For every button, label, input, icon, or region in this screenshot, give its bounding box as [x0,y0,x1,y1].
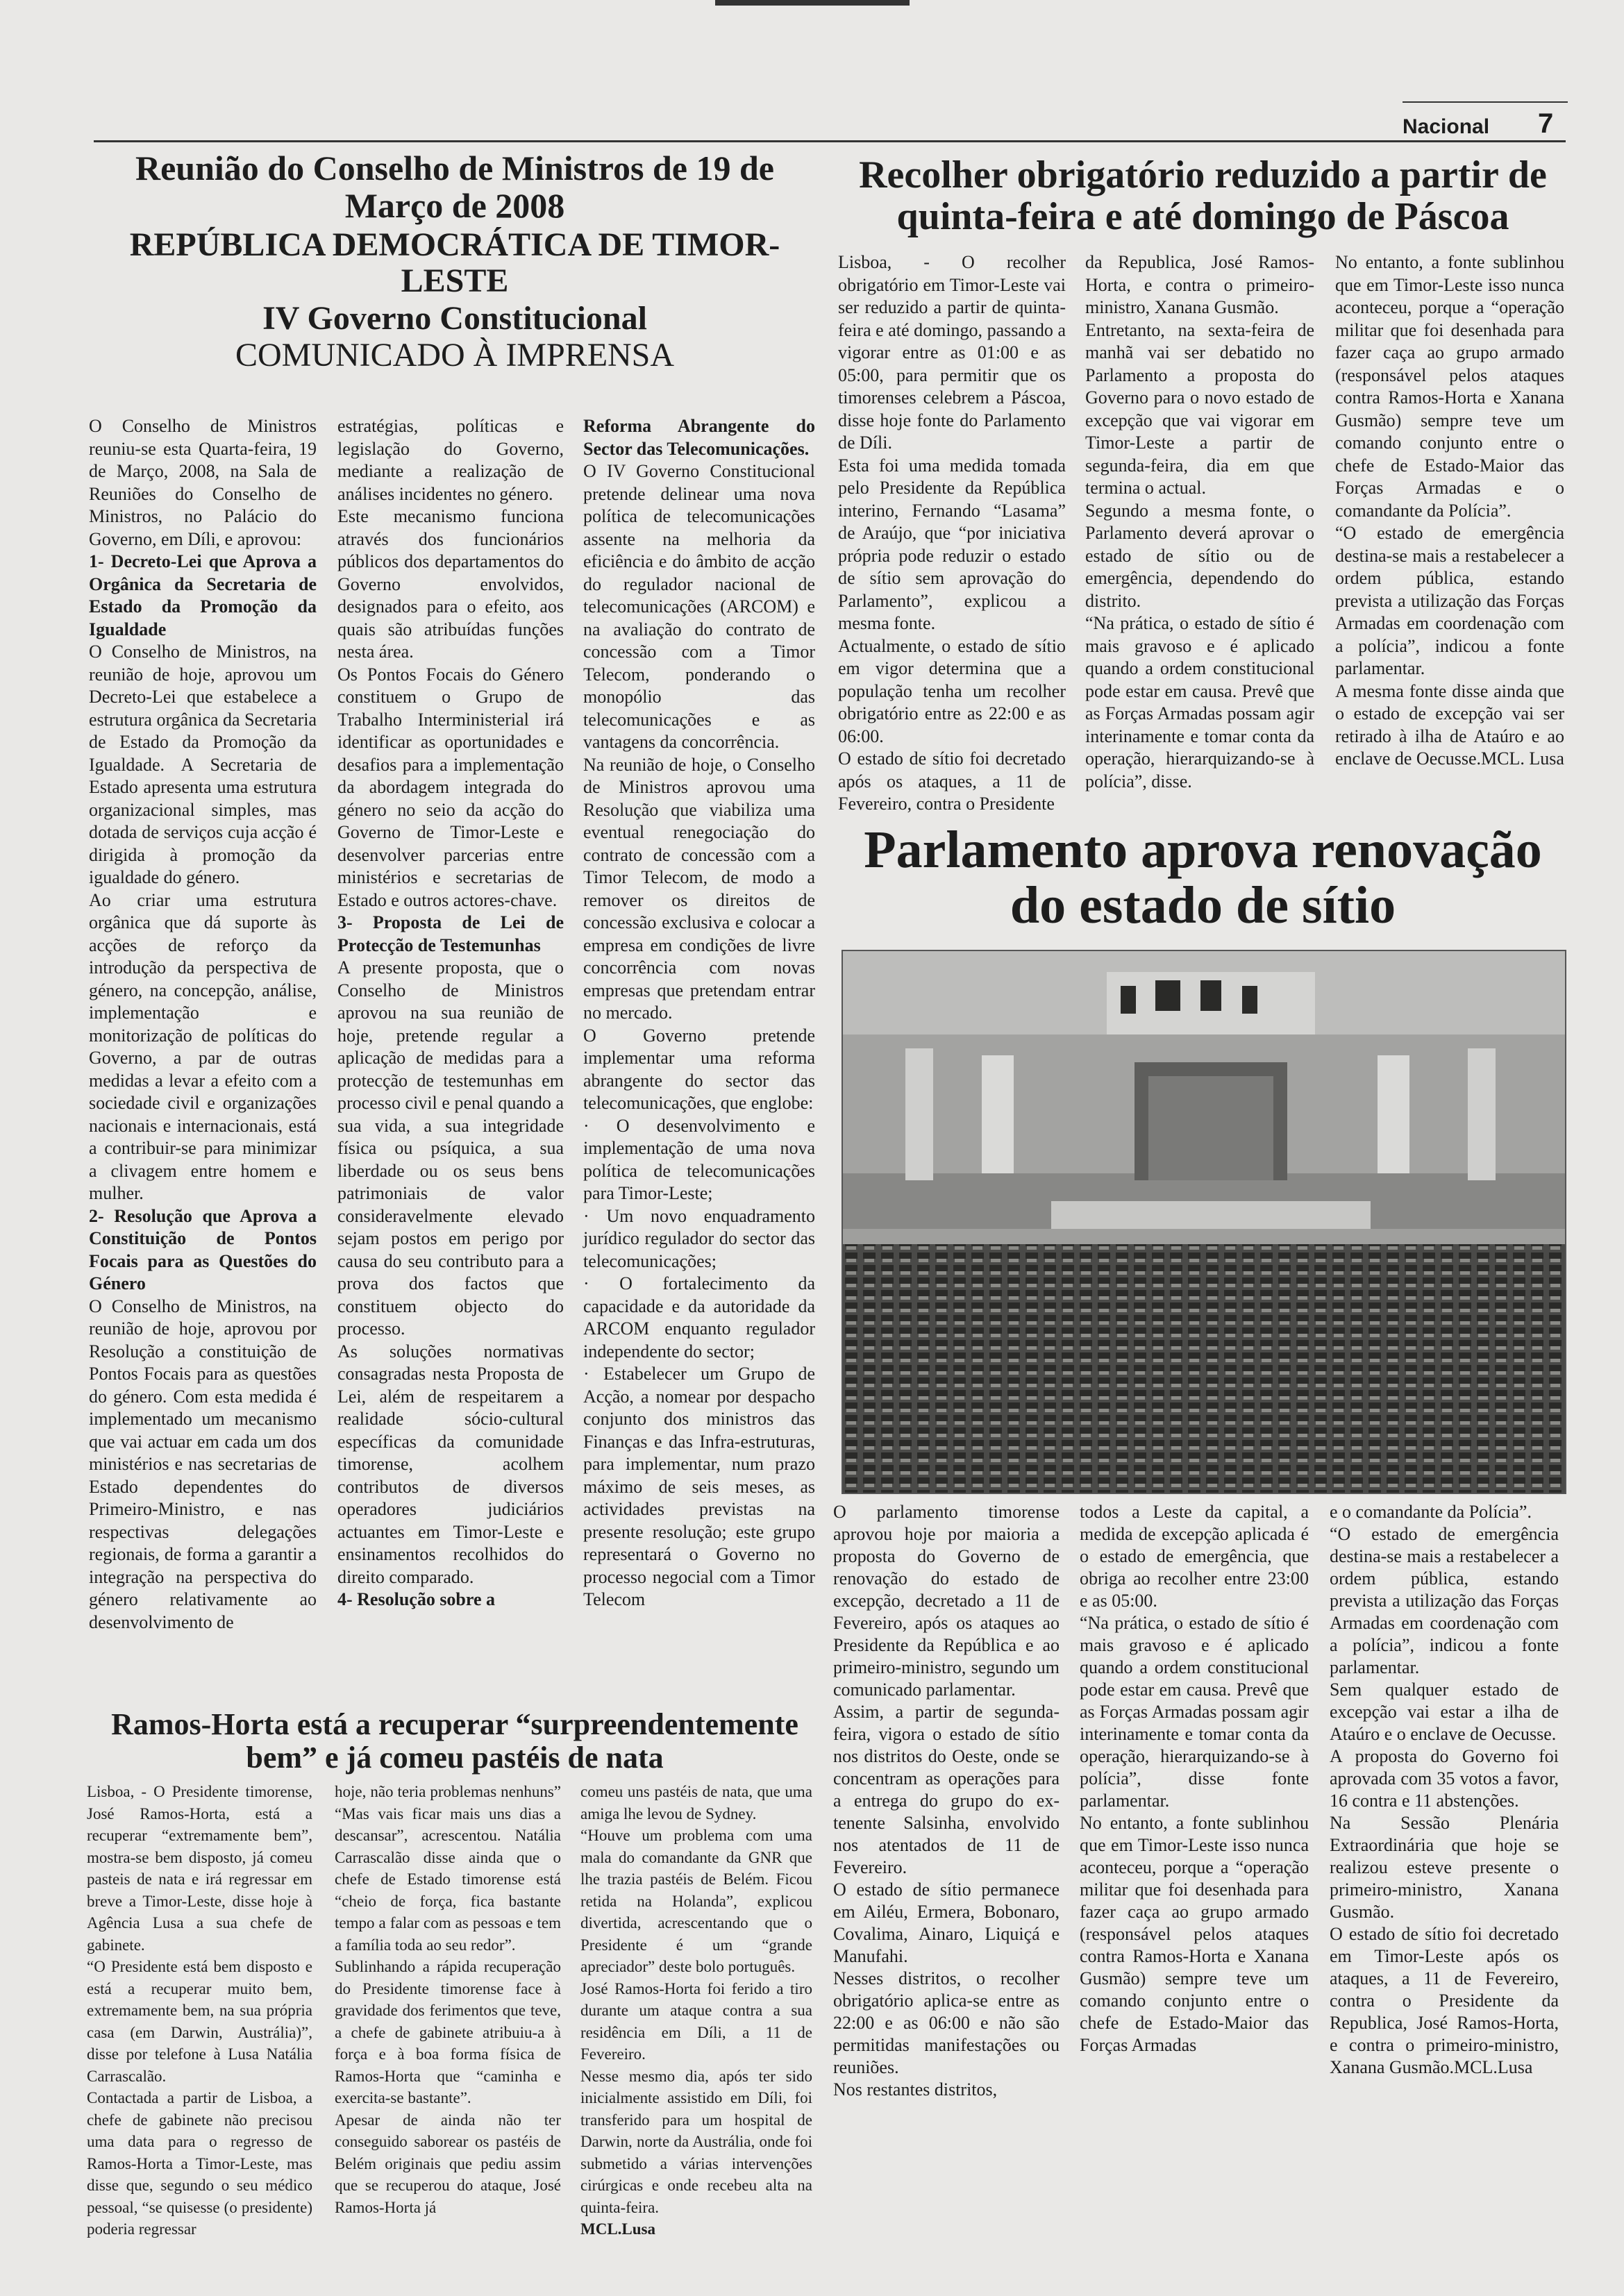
header-rule-short [1403,101,1568,103]
subheading: 3- Proposta de Lei de Protecção de Testemunhas [337,912,564,955]
parliament-title: Parlamento aprova renovação do estado de sítio [864,821,1542,935]
paragraph: Na reunião de hoje, o Conselho de Ministros aprovou uma Resolução que viabiliza uma eventual renegociação do contrato de concessão com a Timor Telecom, de modo a remover os direitos de concessão exclusiva e colocar a empresa em condições de livre concorrência com novas empresas que pretendam entrar no mercado. [583,754,815,1023]
paragraph: A mesma fonte disse ainda que o estado de excepção vai ser retirado à ilha de Ataúro e ao enclave de Oecusse.MCL. Lusa [1335,680,1564,769]
paragraph: No entanto, a fonte sublinhou que em Timor-Leste isso nunca aconteceu, porque a “operação militar que foi desenhada para fazer caça ao grupo armado (responsável pelos ataques contra Ramos-Horta e Xanana Gusmão) sempre teve um comando conjunto entre o chefe de Estado-Maior das Forças Armadas e o comandante da Polícia”. [1335,252,1564,521]
paragraph: Actualmente, o estado de sítio em vigor determina que a população tenha um recolher obrigatório entre as 22:00 e as 06:00. [838,635,1066,746]
parliament-chamber-photo [842,950,1566,1494]
paragraph: Sublinhando a rápida recuperação do Presidente timorense face à gravidade dos ferimentos que teve, a chefe de gabinete atribuiu-a à força e à boa forma física de Ramos-Horta que “caminha e exercita-se bastante”. [335,1958,561,2106]
curfew-column-1 [838,251,1066,828]
paragraph: comeu uns pastéis de nata, que uma amiga lhe levou de Sydney. [580,1783,812,1822]
paragraph: José Ramos-Horta foi ferido a tiro durante um ataque contra a sua residência em Díli, a 11 de Fevereiro. [580,1979,812,2063]
parliament-photo-graphic [843,951,1565,1493]
paragraph: “O estado de emergência destina-se mais a restabelecer a ordem pública, estando prevista a utilização das Forças Armadas em coordenação com a polícia”, indicou a fonte parlamentar. [1335,523,1564,678]
paragraph: estratégias, políticas e legislação do Governo, mediante a realização de análises incidentes no género. [337,416,564,504]
curfew-column-3 [1335,251,1564,828]
list-item: · O fortalecimento da capacidade e da autoridade da ARCOM enquanto regulador independente do sector; [583,1273,815,1361]
paragraph: O IV Governo Constitucional pretende delinear uma nova política de telecomunicações assente na melhoria da eficiência e do âmbito de acção do regulador nacional de telecomunicações (ARCOM) e na avaliação do contrato de concessão com a Timor Telecom, ponderando o monopólio das telecomunicações e as vantagens da concorrência. [583,461,815,752]
paragraph: Nesse mesmo dia, após ter sido inicialmente assistido em Díli, foi transferido para um hospital de Darwin, norte da Austrália, onde foi submetido a várias intervenções cirúrgicas e onde recebeu alta na quinta-feira. [580,2067,812,2216]
subheading: Reforma Abrangente do Sector das Telecomunicações. [583,416,815,459]
council-headline [90,149,819,374]
paragraph: O Conselho de Ministros reuniu-se esta Quarta-feira, 19 de Março, 2008, na Sala de Reuniões do Conselho de Ministros, no Palácio do Governo, em Díli, e aprovou: [89,416,317,549]
paragraph: da Republica, José Ramos-Horta, e contra o primeiro-ministro, Xanana Gusmão. [1085,252,1314,317]
subheading: 4- Resolução sobre a [337,1589,496,1609]
paragraph: “O estado de emergência destina-se mais a restabelecer a ordem pública, estando prevista a utilização das Forças Armadas em coordenação com a polícia”, indicou a fonte parlamentar. [1330,1524,1559,1677]
paragraph: O parlamento timorense aprovou hoje por maioria a proposta do Governo de renovação do estado de excepção, decretado a 11 de Fevereiro, após os ataques ao Presidente da República e ao primeiro-ministro, segundo um comunicado parlamentar. [833,1502,1060,1700]
paragraph: Assim, a partir de segunda-feira, vigora o estado de sítio nos distritos do Oeste, onde se concentram as operações para a entrega do grupo do ex-tenente Salsinha, envolvido nos atentados de 11 de Fevereiro. [833,1702,1060,1877]
paragraph: “Houve um problema com uma mala do comandante da GNR que lhe trazia pastéis de Belém. Ficou retida na Holanda”, explicou divertida, acrescentando que o Presidente é um “grande apreciador” deste bolo português. [580,1827,812,1975]
ramos-column-3 [580,1781,812,2238]
paragraph: todos a Leste da capital, a medida de excepção aplicada é o estado de emergência, que obriga ao recolher entre 23:00 e as 05:00. [1080,1502,1309,1611]
parliament-column-3 [1330,1501,1559,2202]
paragraph: “O Presidente está bem disposto e está a recuperar muito bem, extremamente bem, na sua própria casa (em Darwin, Austrália)”, disse por telefone à Lusa Natália Carrascalão. [87,1958,312,2085]
paragraph: O estado de sítio foi decretado após os ataques, a 11 de Fevereiro, contra o Presidente [838,748,1066,814]
council-column-1 [89,415,317,1707]
paragraph: Este mecanismo funciona através dos funcionários públicos dos departamentos do Governo envolvidos, designados para o efeito, aos quais são atribuídas funções nesta área. [337,506,564,662]
paragraph: Sem qualquer estado de excepção vai estar a ilha de Ataúro e o enclave de Oecusse. [1330,1679,1559,1744]
ramos-column-1 [87,1781,312,2238]
curfew-headline [837,154,1569,238]
page-number: 7 [1538,108,1554,139]
paragraph: Nesses distritos, o recolher obrigatório aplica-se entre as 22:00 e as 06:00 e não são permitidas manifestações ou reuniões. [833,1968,1060,2077]
paragraph: O Governo pretende implementar uma reforma abrangente do sector das telecomunicações, que englobe: [583,1025,815,1113]
list-item: · Estabelecer um Grupo de Acção, a nomear por despacho conjunto dos ministros das Finanças e das Infra-estruturas, para implementar, num prazo máximo de seis meses, as actividades previstas na presente resolução; este grupo representará o Governo no processo negocial com a Timor Telecom [583,1364,815,1609]
paragraph: hoje, não teria problemas nenhuns” “Mas vais ficar mais uns dias a descansar”, acrescentou. Natália Carrascalão disse ainda que o chefe de Estado timorense está “cheio de força, fica bastante tempo a falar com as pessoas e tem a família toda ao seu redor”. [335,1783,561,1954]
paragraph: e o comandante da Polícia”. [1330,1502,1532,1522]
paragraph: Ao criar uma estrutura orgânica que dá suporte às acções de reforço da introdução da perspectiva de género, na concepção, análise, implementação e monitorização de políticas do Governo, a par de outras medidas a levar a efeito com a sociedade civil e organizações nacionais e internacionais, está a contribuir-se para minimizar a clivagem entre homem e mulher. [89,889,317,1203]
top-edge-mark [715,0,910,6]
paragraph: Esta foi uma medida tomada pelo Presidente da República interino, Fernando “Lasama” de Araújo, que “por iniciativa própria pode reduzir o estado de sítio sem aprovação do Parlamento”, explicou a mesma fonte. [838,455,1066,633]
curfew-column-2 [1085,251,1314,828]
paragraph: As soluções normativas consagradas nesta Proposta de Lei, além de respeitarem a realidade sócio-cultural específicas da comunidade timorense, acolhem contributos de diversos operadores judiciários actuantes em Timor-Leste e ensinamentos recolhidos do direito comparado. [337,1341,564,1587]
paragraph: Segundo a mesma fonte, o Parlamento deverá aprovar o estado de sítio ou de emergência, dependendo do distrito. [1085,500,1314,611]
list-item: · O desenvolvimento e implementação de uma nova política de telecomunicações para Timor-Leste; [583,1115,815,1203]
parliament-column-1 [833,1501,1060,2202]
paragraph: O estado de sítio foi decretado em Timor-Leste após os ataques, a 11 de Fevereiro, contra o Presidente da Republica, José Ramos-Horta, e contra o primeiro-ministro, Xanana Gusmão.MCL.Lusa [1330,1924,1559,2077]
parliament-column-2 [1080,1501,1309,2202]
paragraph: O Conselho de Ministros, na reunião de hoje, aprovou um Decreto-Lei que estabelece a estrutura orgânica da Secretaria de Estado da Promoção da Igualdade. A Secretaria de Estado apresenta uma estrutura organizacional simples, mas dotada de serviços cuja acção é dirigida à promoção da igualdade do género. [89,642,317,887]
council-column-3 [583,415,815,1707]
paragraph: “Na prática, o estado de sítio é mais gravoso e é aplicado quando a ordem constitucional pode estar em causa. Prevê que as Forças Armadas possam agir interinamente e tomar conta da operação, hierarquizando-se à polícia”, disse fonte parlamentar. [1080,1613,1309,1811]
paragraph: Contactada a partir de Lisboa, a chefe de gabinete não precisou uma data para o regresso de Ramos-Horta a Timor-Leste, mas disse que, segundo o seu médico pessoal, “se quisesse (o presidente) poderia regressar [87,2089,312,2238]
paragraph: O estado de sítio permanece em Ailéu, Ermera, Bobonaro, Covalima, Ainaro, Liquiçá e Manufahi. [833,1879,1060,1966]
paragraph: A proposta do Governo foi aprovada com 35 votos a favor, 16 contra e 11 abstenções. [1330,1746,1559,1811]
byline: MCL.Lusa [580,2220,655,2238]
header-rule [94,140,1566,142]
council-subtitle-government: IV Governo Constitucional [262,299,647,337]
ramos-column-2 [335,1781,561,2216]
section-label: Nacional [1403,115,1490,138]
list-item: · Um novo enquadramento jurídico regulador do sector das telecomunicações; [583,1205,815,1271]
paragraph: Lisboa, - O recolher obrigatório em Timor-Leste vai ser reduzido a partir de quinta-feira e até domingo, passando a vigorar entre as 01:00 e as 05:00, para permitir que os timorenses celebrem a Páscoa, disse hoje fonte do Parlamento de Díli. [838,252,1066,453]
paragraph: Na Sessão Plenária Extraordinária que hoje se realizou esteve presente o primeiro-ministro, Xanana Gusmão. [1330,1813,1559,1922]
council-column-2 [337,415,564,1707]
paragraph: Os Pontos Focais do Género constituem o Grupo de Trabalho Interministerial irá identificar as oportunidades e desafios para a implementação da abordagem integrada do género no seio da acção do Governo de Timor-Leste e desenvolver parcerias entre ministérios e secretarias de Estado e outros actores-chave. [337,664,564,910]
subheading: 1- Decreto-Lei que Aprova a Orgânica da Secretaria de Estado da Promoção da Igualdade [89,551,317,639]
council-title: Reunião do Conselho de Ministros de 19 de Março de 2008 [135,149,775,225]
parliament-headline [837,823,1569,934]
ramos-headline [90,1708,819,1774]
paragraph: Lisboa, - O Presidente timorense, José Ramos-Horta, está a recuperar “extremamente bem”, mostra-se bem disposto, já comeu pasteis de nata e irá regressar em breve a Timor-Leste, disse hoje à Agência Lusa a sua chefe de gabinete. [87,1783,312,1954]
paragraph: Apesar de ainda não ter conseguido saborear os pastéis de Belém originais que pediu assim que se recuperou do ataque, José Ramos-Horta já [335,2111,561,2216]
curfew-title: Recolher obrigatório reduzido a partir de quinta-feira e até domingo de Páscoa [859,153,1547,239]
subheading: 2- Resolução que Aprova a Constituição de Pontos Focais para as Questões do Género [89,1205,317,1293]
council-subtitle-press: COMUNICADO À IMPRENSA [235,337,675,374]
paragraph: “Na prática, o estado de sítio é mais gravoso e é aplicado quando a ordem constitucional pode estar em causa. Prevê que as Forças Armadas possam agir interinamente e tomar conta da operação, hierarquizando-se à polícia”, disse. [1085,613,1314,791]
ramos-title: Ramos-Horta está a recuperar “surpreendentemente bem” e já comeu pastéis de nata [111,1707,798,1775]
paragraph: Nos restantes distritos, [833,2079,998,2100]
paragraph: A presente proposta, que o Conselho de Ministros aprovou na sua reunião de hoje, pretende regular a aplicação de medidas para a protecção de testemunhas em processo civil e penal quando a sua vida, a sua integridade física ou psíquica, a sua liberdade ou os seus bens patrimoniais de valor consideravelmente elevado sejam postos em perigo por causa do seu contributo para a prova dos factos que constituem objecto do processo. [337,957,564,1339]
paragraph: O Conselho de Ministros, na reunião de hoje, aprovou por Resolução a constituição de Pontos Focais para as questões do género. Com esta medida é implementado um mecanismo que vai actuar em cada um dos ministérios e nas secretarias de Estado dependentes do Primeiro-Ministro, e nas respectivas delegações regionais, de forma a garantir a integração na perspectiva do género relativamente ao desenvolvimento de [89,1296,317,1632]
paragraph: Entretanto, na sexta-feira de manhã vai ser debatido no Parlamento a proposta do Governo para o novo estado de excepção que vai vigorar em Timor-Leste a partir de segunda-feira, dia em que termina o actual. [1085,319,1314,498]
council-subtitle-republic: REPÚBLICA DEMOCRÁTICA DE TIMOR-LESTE [129,226,780,299]
paragraph: No entanto, a fonte sublinhou que em Timor-Leste isso nunca aconteceu, porque a “operação militar que foi desenhada para fazer caça ao grupo armado (responsável pelos ataques contra Ramos-Horta e Xanana Gusmão) sempre teve um comando conjunto entre o chefe de Estado-Maior das Forças Armadas [1080,1813,1309,2055]
